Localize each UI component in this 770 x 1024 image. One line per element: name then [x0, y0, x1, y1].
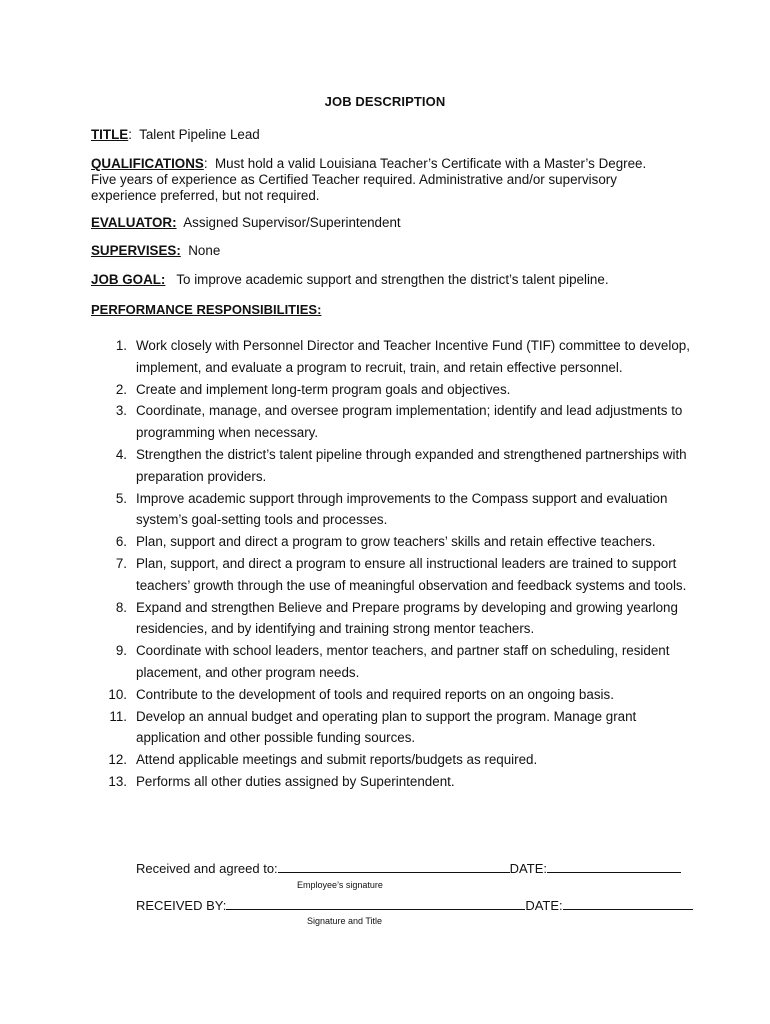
title-separator: :	[128, 127, 132, 142]
date-line-2[interactable]	[563, 896, 693, 910]
list-item	[91, 597, 691, 641]
responsibilities-heading: PERFORMANCE RESPONSIBILITIES:	[91, 302, 322, 317]
qualifications-separator: :	[203, 156, 208, 171]
list-item-number: 6.	[115, 534, 127, 550]
title-label: TITLE	[91, 127, 129, 142]
list-item	[91, 444, 691, 488]
list-item-number: 10.	[108, 686, 127, 702]
job-goal-value: To improve academic support and strengthen the district’s talent pipeline.	[176, 272, 609, 287]
list-item-text: Develop an annual budget and operating plan to support the program. Manage grant application and other possible funding sources.	[136, 708, 637, 746]
supervises-field	[91, 243, 691, 259]
list-item-text: Work closely with Personnel Director and Teacher Incentive Fund (TIF) committee to develop, implement, and evaluate a program to recruit, train, and retain effective personnel.	[136, 338, 690, 375]
employee-signature-caption: Employee’s signature	[297, 880, 383, 890]
list-item	[91, 488, 691, 532]
date-label-2: DATE:	[525, 898, 563, 913]
list-item	[91, 640, 691, 684]
list-item-text: Strengthen the district’s talent pipeline through expanded and strengthened partnerships with preparation providers.	[136, 446, 687, 484]
list-item	[91, 531, 691, 553]
title-field	[91, 127, 691, 143]
list-item-text: Performs all other duties assigned by Superintendent.	[136, 773, 455, 789]
list-item-number: 4.	[115, 446, 127, 462]
title-value: Talent Pipeline Lead	[139, 127, 260, 142]
list-item	[91, 684, 691, 706]
list-item-text: Plan, support, and direct a program to ensure all instructional leaders are trained to support teachers’ growth through the use of meaningful observation and feedback systems and tools.	[136, 555, 687, 593]
list-item-number: 3.	[115, 403, 127, 419]
supervises-label: SUPERVISES:	[91, 243, 181, 258]
qualifications-value: Must hold a valid Louisiana Teacher’s Certificate with a Master’s Degree. Five years of experience as Certified Teacher required. Administrative and/or supervisory experience preferred, but not required.	[91, 156, 647, 203]
job-goal-field	[91, 272, 691, 288]
date-line[interactable]	[547, 859, 681, 873]
list-item-text: Improve academic support through improvements to the Compass support and evaluation system’s goal-setting tools and processes.	[136, 490, 668, 528]
list-item	[91, 553, 691, 597]
date-label: DATE:	[509, 861, 547, 876]
received-by-label: RECEIVED BY:	[136, 898, 227, 913]
received-by-signature-line[interactable]	[226, 896, 525, 910]
list-item-number: 2.	[115, 381, 127, 397]
signature-title-caption: Signature and Title	[307, 916, 383, 926]
list-item	[91, 706, 691, 750]
received-agreed-label: Received and agreed to:	[136, 861, 278, 876]
document-title: JOB DESCRIPTION	[324, 94, 446, 109]
list-item-text: Coordinate with school leaders, mentor teachers, and partner staff on scheduling, resident placement, and other program needs.	[136, 643, 670, 680]
list-item-number: 1.	[115, 338, 127, 353]
qualifications-label: QUALIFICATIONS	[91, 156, 204, 171]
list-item-text: Coordinate, manage, and oversee program implementation; identify and lead adjustments to programming when necessary.	[136, 403, 683, 441]
list-item-number: 8.	[115, 599, 127, 615]
list-item	[91, 335, 691, 379]
job-goal-label: JOB GOAL:	[91, 272, 166, 287]
list-item-text: Expand and strengthen Believe and Prepare programs by developing and growing yearlong residencies, and by identifying and training strong mentor teachers.	[136, 599, 678, 637]
list-item	[91, 379, 691, 401]
list-item	[91, 749, 691, 771]
list-item-number: 5.	[115, 490, 127, 506]
list-item-text: Plan, support and direct a program to grow teachers’ skills and retain effective teachers.	[136, 534, 656, 550]
evaluator-field	[91, 215, 691, 231]
evaluator-label: EVALUATOR:	[91, 215, 177, 230]
employee-signature-line[interactable]	[278, 859, 510, 873]
list-item	[91, 400, 691, 444]
list-item-text: Contribute to the development of tools and required reports on an ongoing basis.	[136, 686, 614, 702]
qualifications-field	[91, 156, 671, 204]
list-item-number: 9.	[115, 643, 127, 659]
list-item-text: Create and implement long-term program goals and objectives.	[136, 381, 511, 397]
list-item	[91, 771, 691, 793]
supervises-value: None	[188, 243, 221, 258]
list-item-number: 7.	[115, 555, 127, 571]
received-agreed-row	[136, 859, 681, 876]
list-item-text: Attend applicable meetings and submit reports/budgets as required.	[136, 752, 538, 768]
responsibilities-list	[91, 335, 691, 793]
list-item-number: 11.	[109, 708, 127, 724]
evaluator-value: Assigned Supervisor/Superintendent	[183, 215, 401, 230]
received-by-row	[136, 896, 693, 913]
list-item-number: 12.	[108, 752, 127, 768]
list-item-number: 13.	[108, 773, 127, 789]
